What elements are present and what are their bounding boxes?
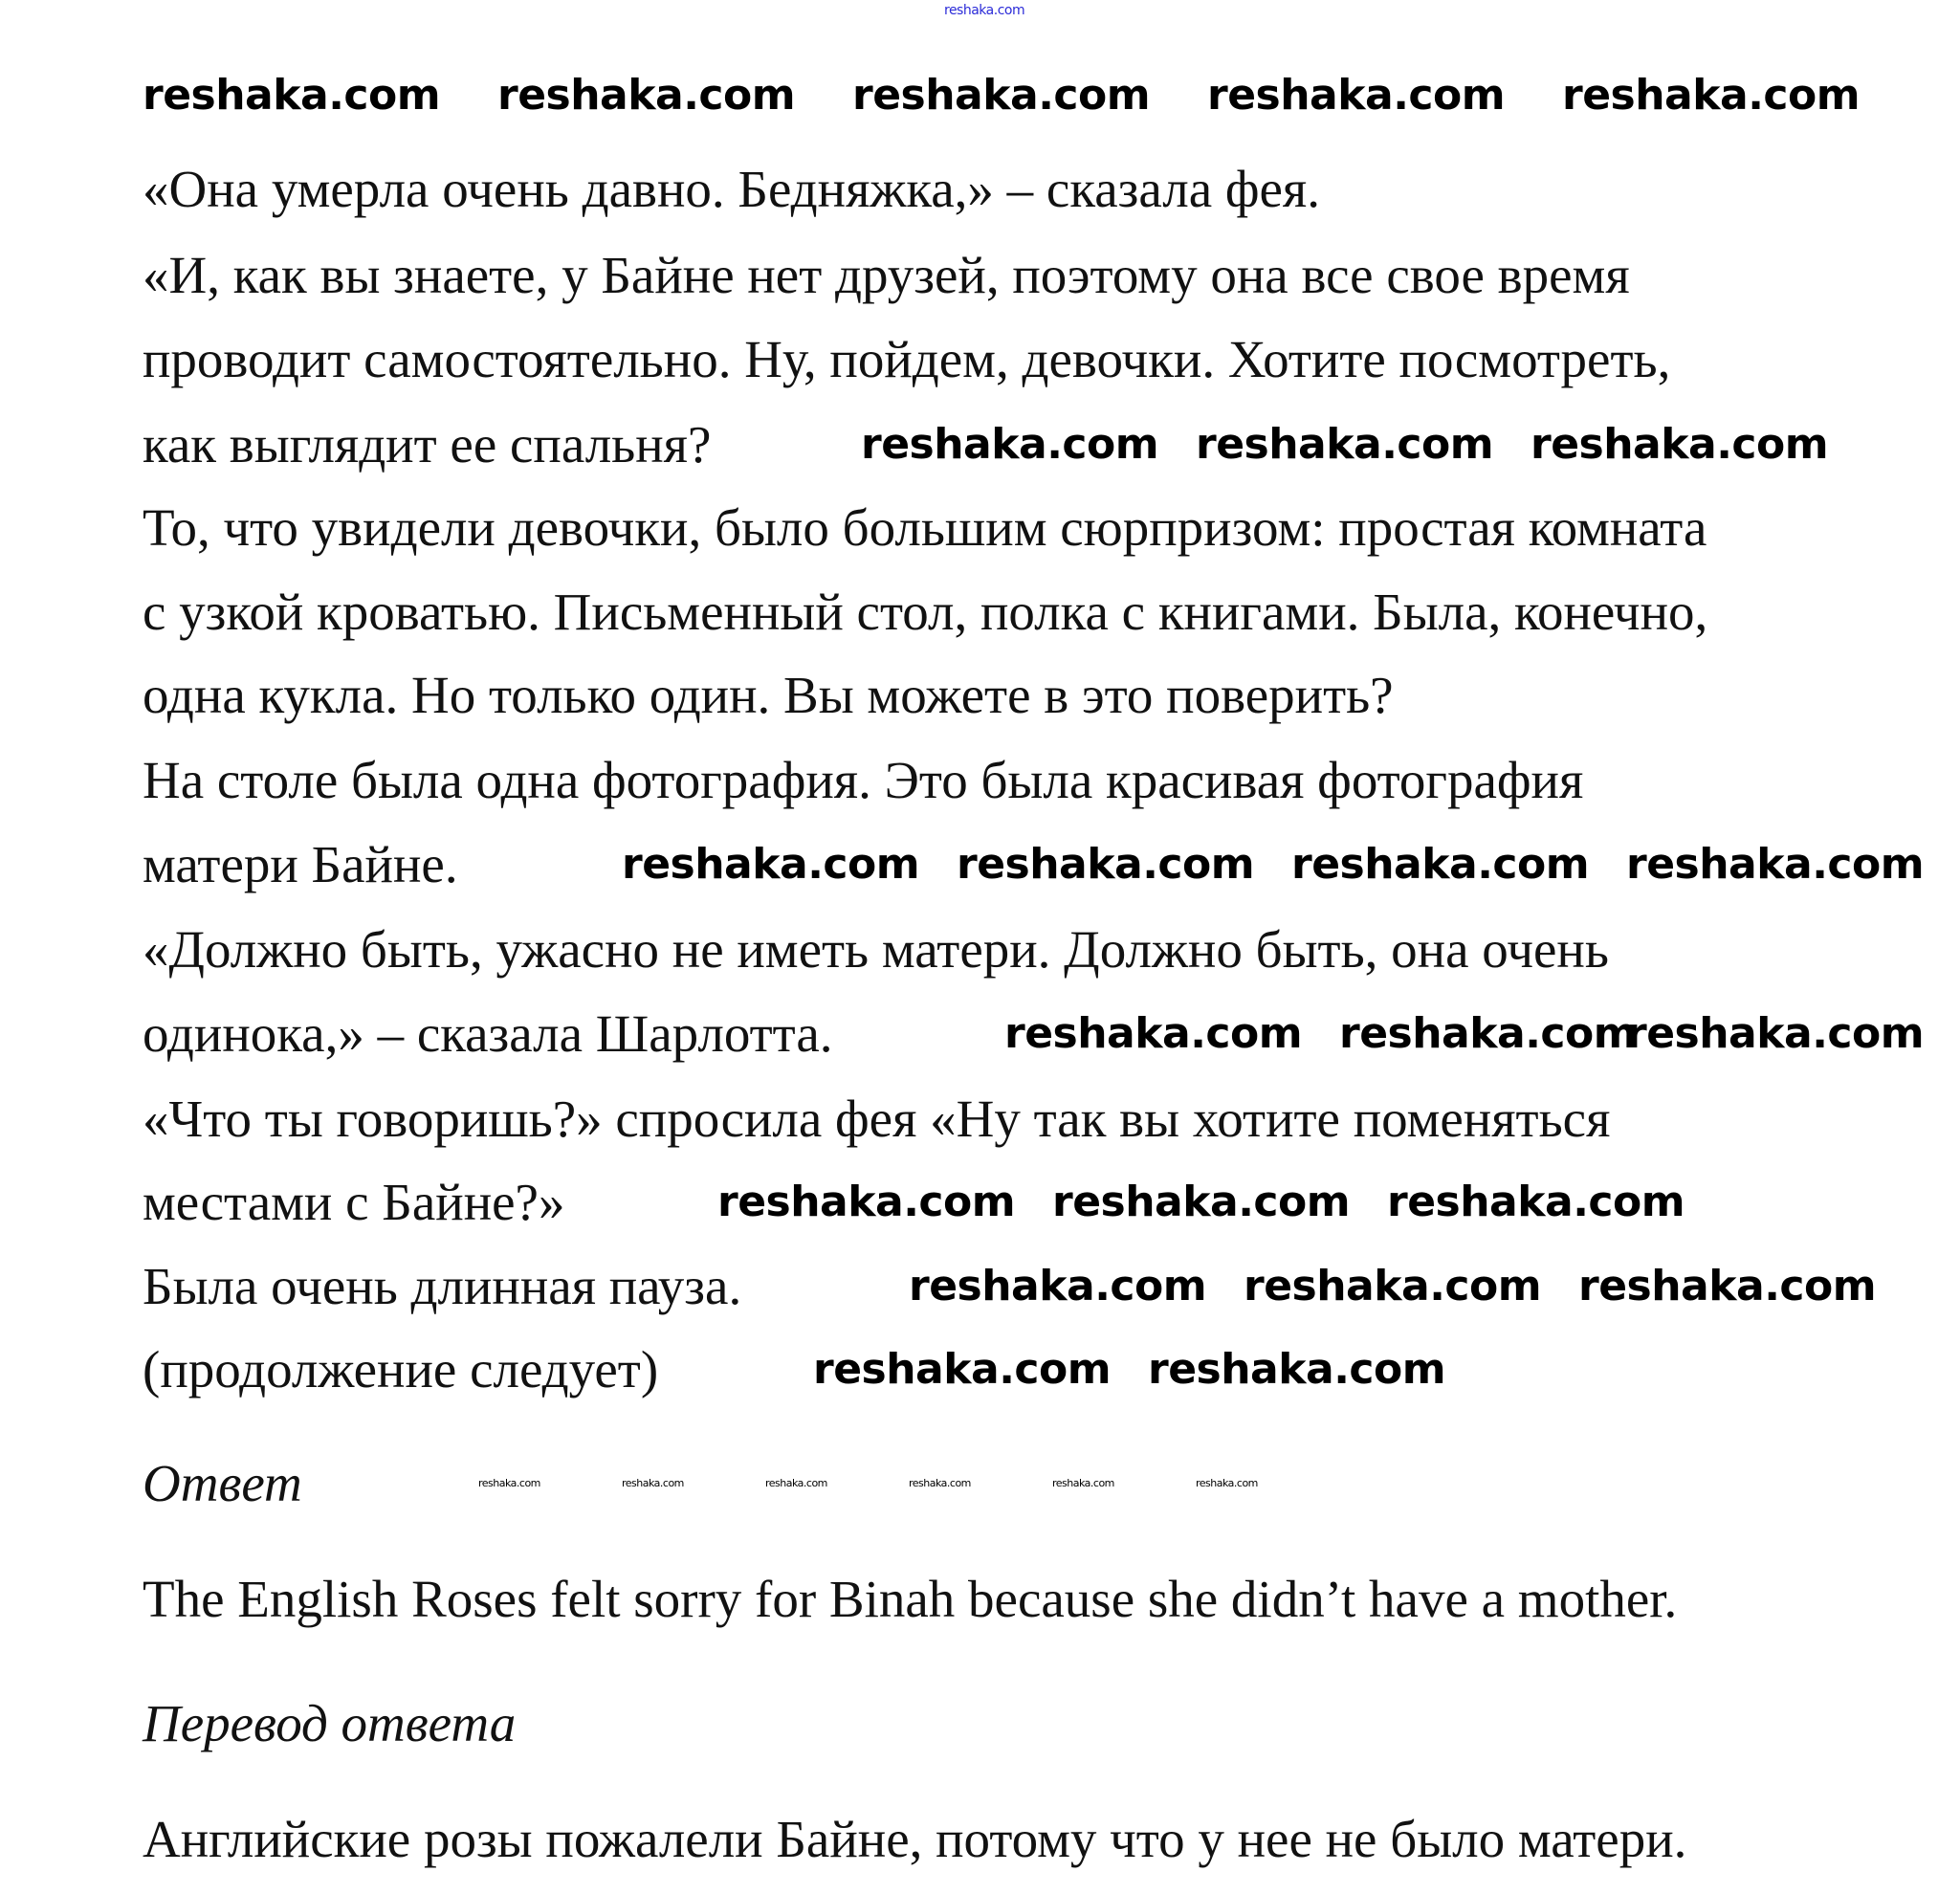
watermark-text: reshaka.com: [1578, 1262, 1877, 1310]
watermark-text: reshaka.com: [852, 71, 1151, 120]
watermark-text: reshaka.com: [944, 3, 1025, 18]
watermark-text: reshaka.com: [909, 1262, 1207, 1310]
watermark-text: reshaka.com: [1052, 1477, 1114, 1489]
watermark-text: reshaka.com: [813, 1345, 1112, 1394]
story-line: То, что увидели девочки, было большим сюрпризом: простая комната: [143, 498, 1707, 557]
watermark-text: reshaka.com: [1626, 1009, 1925, 1058]
story-line: местами с Байне?»: [143, 1173, 565, 1231]
story-line: как выглядит ее спальня?: [143, 415, 712, 474]
watermark-text: reshaka.com: [765, 1477, 827, 1489]
story-line: одна кукла. Но только один. Вы можете в это поверить?: [143, 666, 1394, 724]
watermark-text: reshaka.com: [1196, 1477, 1258, 1489]
watermark-text: reshaka.com: [1387, 1178, 1685, 1226]
watermark-text: reshaka.com: [622, 1477, 684, 1489]
story-line: Была очень длинная пауза.: [143, 1257, 742, 1315]
story-line: «Должно быть, ужасно не иметь матери. Должно быть, она очень: [143, 920, 1609, 979]
watermark-text: reshaka.com: [1291, 840, 1590, 889]
translation-heading: Перевод ответа: [143, 1694, 517, 1752]
watermark-text: reshaka.com: [861, 420, 1159, 469]
watermark-text: reshaka.com: [1196, 420, 1494, 469]
watermark-text: reshaka.com: [1626, 840, 1925, 889]
story-line: (продолжение следует): [143, 1340, 659, 1398]
watermark-text: reshaka.com: [1004, 1009, 1303, 1058]
story-line: «Она умерла очень давно. Бедняжка,» – сказала фея.: [143, 160, 1320, 218]
story-line: проводит самостоятельно. Ну, пойдем, девочки. Хотите посмотреть,: [143, 330, 1671, 388]
watermark-text: reshaka.com: [1207, 71, 1506, 120]
watermark-text: reshaka.com: [1244, 1262, 1542, 1310]
watermark-text: reshaka.com: [1339, 1009, 1638, 1058]
story-line: одинока,» – сказала Шарлотта.: [143, 1004, 833, 1063]
watermark-text: reshaka.com: [478, 1477, 540, 1489]
watermark-text: reshaka.com: [1562, 71, 1861, 120]
watermark-text: reshaka.com: [622, 840, 920, 889]
story-line: «И, как вы знаете, у Байне нет друзей, поэтому она все свое время: [143, 246, 1630, 304]
watermark-text: reshaka.com: [1531, 420, 1829, 469]
watermark-text: reshaka.com: [1052, 1178, 1351, 1226]
answer-text: The English Roses felt sorry for Binah because she didn’t have a mother.: [143, 1570, 1678, 1628]
watermark-text: reshaka.com: [909, 1477, 971, 1489]
translation-text: Английские розы пожалели Байне, потому что у нее не было матери.: [143, 1810, 1687, 1868]
watermark-text: reshaka.com: [1148, 1345, 1446, 1394]
watermark-text: reshaka.com: [957, 840, 1255, 889]
answer-heading: Ответ: [143, 1454, 302, 1512]
story-line: На столе была одна фотография. Это была красивая фотография: [143, 751, 1584, 809]
story-line: матери Байне.: [143, 835, 458, 893]
story-line: с узкой кроватью. Письменный стол, полка с книгами. Была, конечно,: [143, 583, 1708, 641]
watermark-text: reshaka.com: [497, 71, 796, 120]
watermark-text: reshaka.com: [143, 71, 441, 120]
watermark-text: reshaka.com: [717, 1178, 1016, 1226]
story-line: «Что ты говоришь?» спросила фея «Ну так вы хотите поменяться: [143, 1090, 1611, 1148]
